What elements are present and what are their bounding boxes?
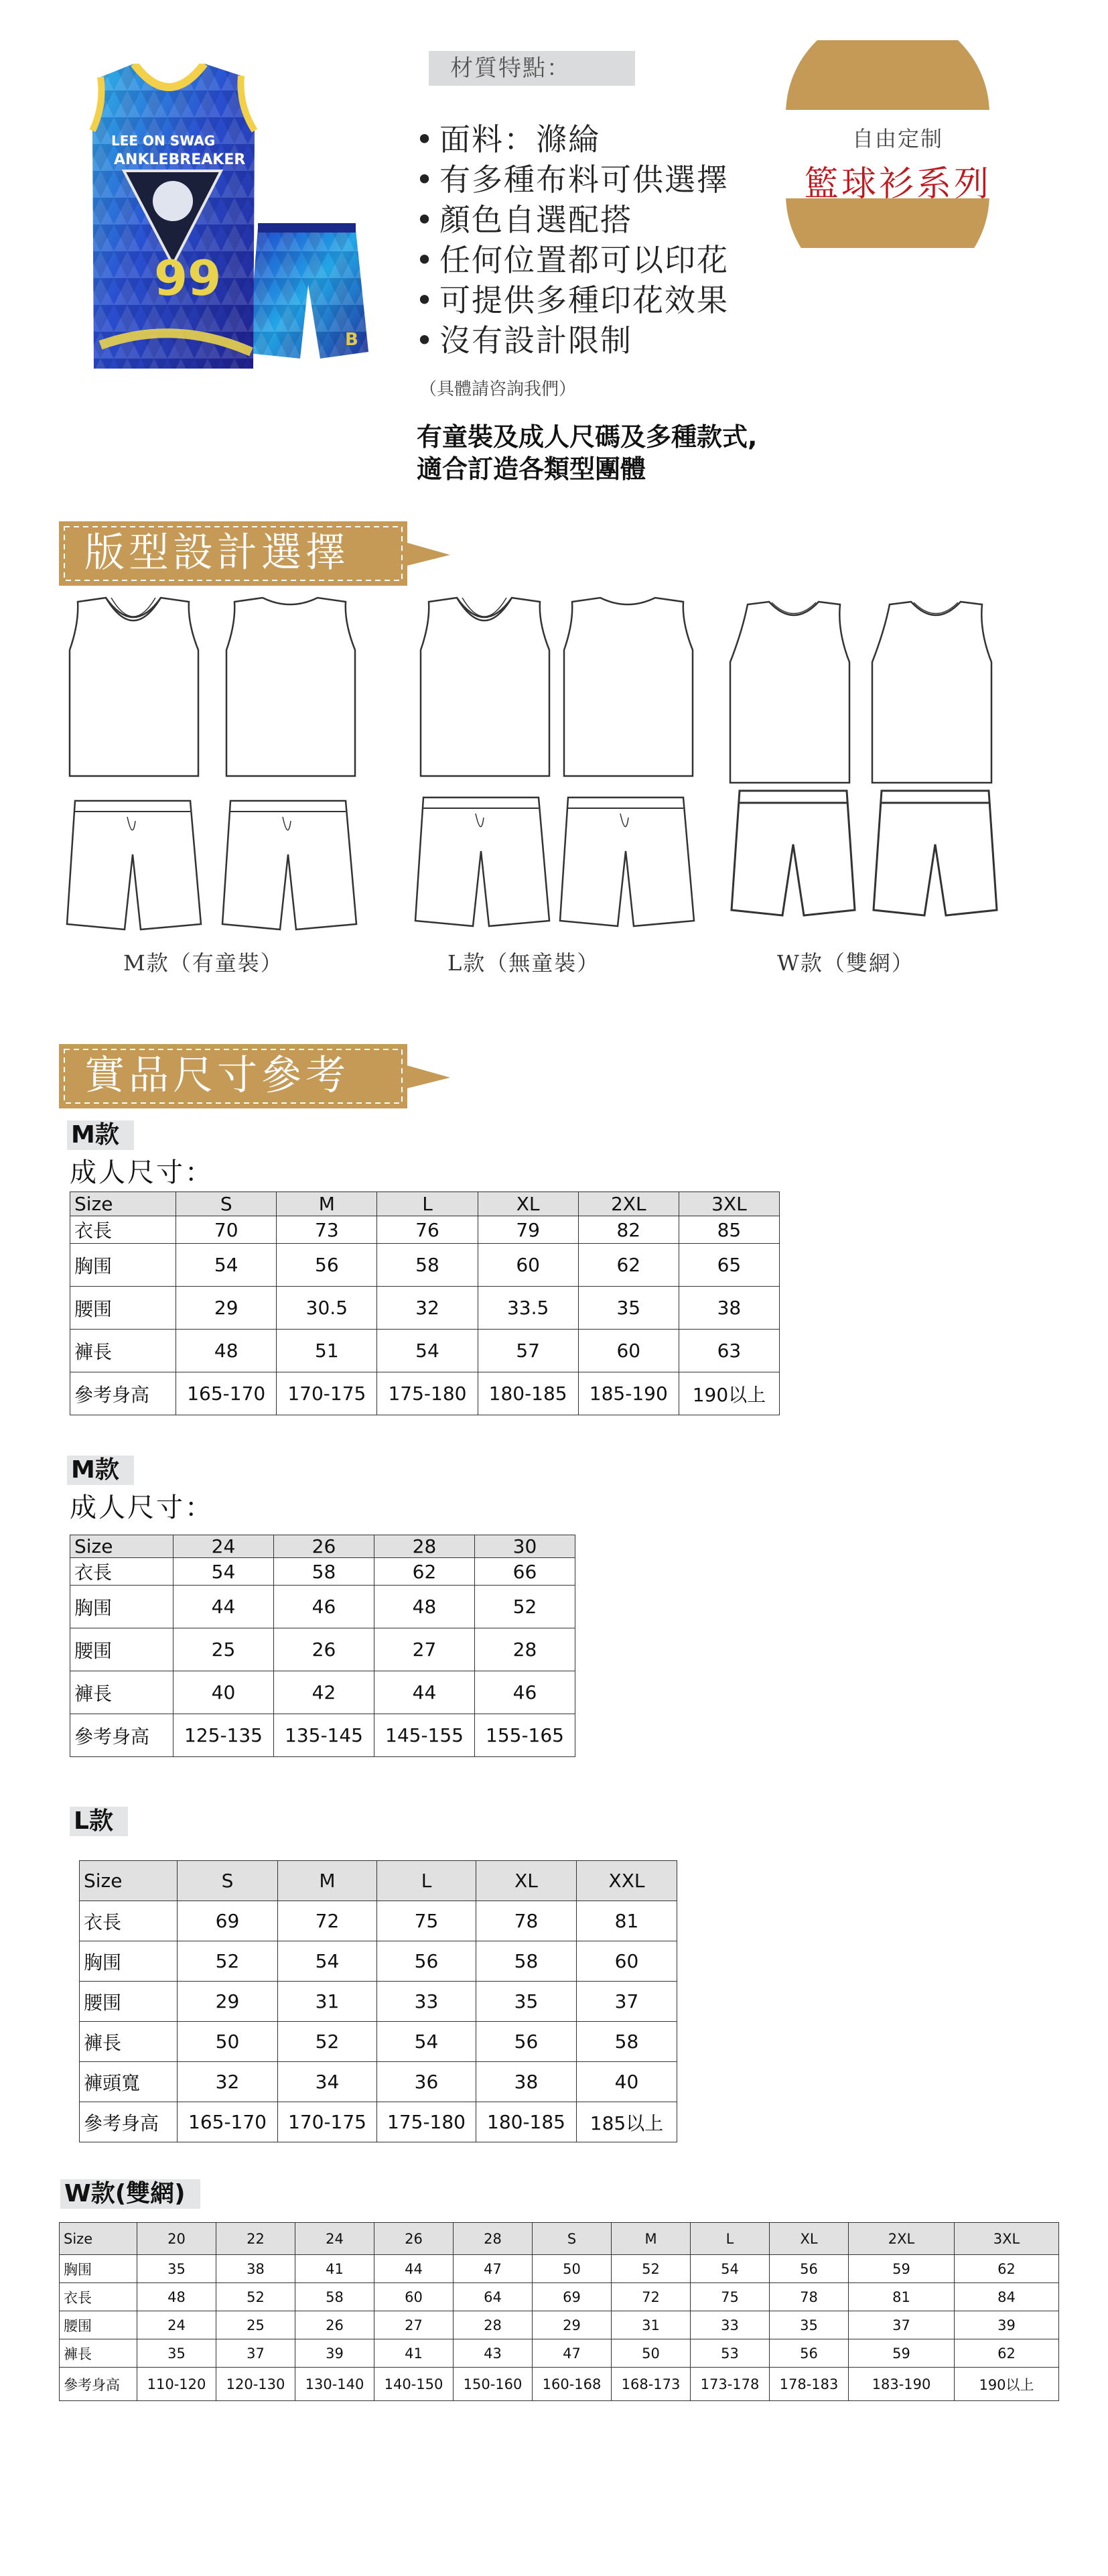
- table-cell: 40: [174, 1671, 274, 1714]
- table-cell: 72: [612, 2283, 691, 2311]
- feature-item: • 有多種布料可供選擇: [415, 162, 729, 198]
- table-header-cell: 28: [454, 2223, 533, 2255]
- table-cell: 37: [216, 2339, 295, 2368]
- table-cell: 78: [476, 1901, 577, 1941]
- features-label: 材質特點：: [429, 51, 635, 86]
- table-cell: 54: [278, 1941, 377, 1982]
- table-cell: 62: [955, 2339, 1059, 2368]
- table-cell: 35: [476, 1982, 577, 2022]
- table-cell: 39: [295, 2339, 374, 2368]
- table-header-cell: M: [277, 1192, 377, 1216]
- table-cell: 44: [174, 1586, 274, 1628]
- table-cell: 33.5: [478, 1287, 578, 1330]
- table-header-cell: 26: [374, 2223, 454, 2255]
- table-cell: 168-173: [612, 2368, 691, 2401]
- table-cell: 120-130: [216, 2368, 295, 2401]
- table-row: [60, 2368, 1059, 2401]
- table-cell: 47: [454, 2255, 533, 2283]
- table-row: [70, 1628, 575, 1671]
- jersey-number: 99: [154, 250, 222, 306]
- table-cell: 48: [176, 1330, 277, 1372]
- features-summary: [417, 421, 757, 485]
- table-cell: 56: [377, 1941, 476, 1982]
- row-label-cell: 褲長: [80, 2022, 178, 2062]
- table-cell: 59: [849, 2255, 955, 2283]
- table-header-row: [60, 2223, 1059, 2255]
- table-row: [70, 1558, 575, 1586]
- table-cell: 41: [374, 2339, 454, 2368]
- table-row: [70, 1287, 780, 1330]
- table-cell: 60: [478, 1244, 578, 1287]
- table-row: [70, 1244, 780, 1287]
- table-cell: 175-180: [377, 2102, 476, 2142]
- table-cell: 173-178: [691, 2368, 770, 2401]
- table-cell: 29: [176, 1287, 277, 1330]
- table-cell: 75: [691, 2283, 770, 2311]
- row-label-cell: 腰围: [80, 1982, 178, 2022]
- table-cell: 175-180: [377, 1372, 478, 1415]
- table-header-cell: 26: [274, 1535, 374, 1558]
- table-cell: 58: [295, 2283, 374, 2311]
- table-cell: 150-160: [454, 2368, 533, 2401]
- table-row: [60, 2283, 1059, 2311]
- row-label-cell: 參考身高: [60, 2368, 137, 2401]
- table-cell: 31: [278, 1982, 377, 2022]
- table-cell: 38: [679, 1287, 779, 1330]
- w-label: W款(雙網): [60, 2179, 200, 2209]
- table-cell: 64: [454, 2283, 533, 2311]
- table-cell: 46: [475, 1671, 575, 1714]
- table-cell: 33: [377, 1982, 476, 2022]
- table-cell: 160-168: [533, 2368, 612, 2401]
- table-cell: 85: [679, 1216, 779, 1244]
- row-label-cell: 腰围: [70, 1628, 174, 1671]
- table-cell: 66: [475, 1558, 575, 1586]
- table-row: [60, 2311, 1059, 2339]
- table-header-cell: M: [612, 2223, 691, 2255]
- row-label-cell: 參考身高: [70, 1714, 174, 1757]
- table-cell: 60: [577, 1941, 677, 1982]
- table-cell: 26: [295, 2311, 374, 2339]
- table-cell: 81: [577, 1901, 677, 1941]
- table-header-cell: 30: [475, 1535, 575, 1558]
- table-header-cell: 2XL: [578, 1192, 679, 1216]
- style-m-art: [67, 598, 356, 929]
- design-section-banner: [59, 516, 461, 590]
- row-label-cell: 褲長: [60, 2339, 137, 2368]
- table-cell: 170-175: [278, 2102, 377, 2142]
- table-cell: 52: [475, 1586, 575, 1628]
- row-label-cell: 腰围: [60, 2311, 137, 2339]
- table-cell: 69: [178, 1901, 278, 1941]
- style-w-caption: W款（雙網）: [777, 950, 914, 976]
- table-row: [70, 1714, 575, 1757]
- table-row: [70, 1671, 575, 1714]
- table-cell: 32: [377, 1287, 478, 1330]
- table-header-cell: S: [533, 2223, 612, 2255]
- row-label-cell: 參考身高: [70, 1372, 176, 1415]
- table-cell: 52: [278, 2022, 377, 2062]
- feature-item: • 顏色自選配搭: [415, 202, 632, 238]
- jersey-image: [92, 64, 255, 369]
- table-cell: 165-170: [178, 2102, 278, 2142]
- table-cell: 31: [612, 2311, 691, 2339]
- table-cell: 58: [377, 1244, 478, 1287]
- table-cell: 50: [612, 2339, 691, 2368]
- table-cell: 56: [277, 1244, 377, 1287]
- table-cell: 190以上: [955, 2368, 1059, 2401]
- table-cell: 32: [178, 2062, 278, 2102]
- jersey-text-mid: ANKLEBREAKER: [114, 151, 246, 168]
- m-adult-label: M款: [67, 1120, 134, 1150]
- style-illustrations: [60, 590, 998, 938]
- table-header-cell: XXL: [577, 1861, 677, 1901]
- table-cell: 65: [679, 1244, 779, 1287]
- table-cell: 62: [578, 1244, 679, 1287]
- table-cell: 185-190: [578, 1372, 679, 1415]
- badge-title: 籃球衫系列: [803, 164, 991, 204]
- table-cell: 37: [577, 1982, 677, 2022]
- table-cell: 56: [476, 2022, 577, 2062]
- table-cell: 58: [476, 1941, 577, 1982]
- row-label-cell: 褲長: [70, 1671, 174, 1714]
- table-cell: 190以上: [679, 1372, 779, 1415]
- table-header-cell: Size: [70, 1192, 176, 1216]
- table-cell: 46: [274, 1586, 374, 1628]
- table-cell: 29: [178, 1982, 278, 2022]
- feature-item: • 任何位置都可以印花: [415, 242, 729, 278]
- table-row: [60, 2255, 1059, 2283]
- table-cell: 69: [533, 2283, 612, 2311]
- table-cell: 72: [278, 1901, 377, 1941]
- table-cell: 82: [578, 1216, 679, 1244]
- table-cell: 47: [533, 2339, 612, 2368]
- table-cell: 40: [577, 2062, 677, 2102]
- table-cell: 25: [216, 2311, 295, 2339]
- table-cell: 62: [374, 1558, 475, 1586]
- row-label-cell: 褲頭寬: [80, 2062, 178, 2102]
- table-cell: 140-150: [374, 2368, 454, 2401]
- table-cell: 60: [578, 1330, 679, 1372]
- row-label-cell: 衣長: [70, 1216, 176, 1244]
- table-header-cell: 20: [137, 2223, 216, 2255]
- table-cell: 84: [955, 2283, 1059, 2311]
- table-cell: 36: [377, 2062, 476, 2102]
- row-label-cell: 胸围: [80, 1941, 178, 1982]
- table-cell: 38: [476, 2062, 577, 2102]
- feature-item: • 可提供多種印花效果: [415, 282, 729, 318]
- table-cell: 50: [533, 2255, 612, 2283]
- table-cell: 27: [374, 2311, 454, 2339]
- product-image-jersey-set: [87, 64, 375, 379]
- table-cell: 180-185: [476, 2102, 577, 2142]
- shorts-image: [248, 223, 368, 359]
- table-cell: 178-183: [770, 2368, 849, 2401]
- table-cell: 52: [216, 2283, 295, 2311]
- table-cell: 53: [691, 2339, 770, 2368]
- table-cell: 170-175: [277, 1372, 377, 1415]
- size-table-l: [79, 1860, 677, 2142]
- table-cell: 44: [374, 1671, 475, 1714]
- table-cell: 183-190: [849, 2368, 955, 2401]
- features-note: （具體請咨詢我們）: [419, 379, 577, 399]
- table-row: [80, 1982, 677, 2022]
- row-label-cell: 參考身高: [80, 2102, 178, 2142]
- size-table-m-adult: [70, 1192, 780, 1415]
- table-header-cell: L: [377, 1192, 478, 1216]
- table-cell: 57: [478, 1330, 578, 1372]
- m-kids-subtitle: 成人尺寸：: [70, 1492, 214, 1523]
- table-cell: 29: [533, 2311, 612, 2339]
- table-cell: 42: [274, 1671, 374, 1714]
- table-cell: 35: [578, 1287, 679, 1330]
- row-label-cell: 衣長: [60, 2283, 137, 2311]
- table-header-cell: 2XL: [849, 2223, 955, 2255]
- table-row: [60, 2339, 1059, 2368]
- table-cell: 41: [295, 2255, 374, 2283]
- table-cell: 58: [577, 2022, 677, 2062]
- table-header-cell: 28: [374, 1535, 475, 1558]
- summary-line-1: 有童裝及成人尺碼及多種款式,: [417, 422, 758, 452]
- table-cell: 43: [454, 2339, 533, 2368]
- jersey-text-top: LEE ON SWAG: [111, 133, 216, 149]
- row-label-cell: 胸围: [70, 1586, 174, 1628]
- table-cell: 56: [770, 2255, 849, 2283]
- table-cell: 110-120: [137, 2368, 216, 2401]
- table-cell: 145-155: [374, 1714, 475, 1757]
- table-cell: 35: [770, 2311, 849, 2339]
- table-cell: 60: [374, 2283, 454, 2311]
- table-header-cell: M: [278, 1861, 377, 1901]
- table-cell: 81: [849, 2283, 955, 2311]
- table-cell: 56: [770, 2339, 849, 2368]
- table-cell: 39: [955, 2311, 1059, 2339]
- table-cell: 37: [849, 2311, 955, 2339]
- table-cell: 54: [377, 1330, 478, 1372]
- table-header-cell: XL: [770, 2223, 849, 2255]
- table-cell: 165-170: [176, 1372, 277, 1415]
- table-cell: 58: [274, 1558, 374, 1586]
- table-header-row: [70, 1192, 780, 1216]
- table-cell: 73: [277, 1216, 377, 1244]
- table-header-cell: 3XL: [955, 2223, 1059, 2255]
- table-cell: 30.5: [277, 1287, 377, 1330]
- feature-item: • 面料：滌綸: [415, 121, 600, 157]
- table-cell: 54: [377, 2022, 476, 2062]
- table-cell: 70: [176, 1216, 277, 1244]
- table-cell: 75: [377, 1901, 476, 1941]
- table-cell: 180-185: [478, 1372, 578, 1415]
- table-cell: 79: [478, 1216, 578, 1244]
- style-w-art: [730, 602, 997, 915]
- table-cell: 52: [178, 1941, 278, 1982]
- table-header-cell: XL: [476, 1861, 577, 1901]
- shorts-mark: B: [345, 330, 358, 350]
- table-header-cell: 3XL: [679, 1192, 779, 1216]
- table-cell: 125-135: [174, 1714, 274, 1757]
- table-cell: 34: [278, 2062, 377, 2102]
- size-table-w: [59, 2222, 1059, 2401]
- table-cell: 76: [377, 1216, 478, 1244]
- table-cell: 78: [770, 2283, 849, 2311]
- table-header-row: [70, 1535, 575, 1558]
- table-cell: 135-145: [274, 1714, 374, 1757]
- table-cell: 25: [174, 1628, 274, 1671]
- row-label-cell: 胸围: [70, 1244, 176, 1287]
- table-cell: 27: [374, 1628, 475, 1671]
- table-row: [70, 1372, 780, 1415]
- table-header-cell: 22: [216, 2223, 295, 2255]
- m-adult-subtitle: 成人尺寸：: [70, 1157, 214, 1188]
- table-header-cell: Size: [70, 1535, 174, 1558]
- table-cell: 35: [137, 2339, 216, 2368]
- table-header-cell: S: [176, 1192, 277, 1216]
- table-cell: 38: [216, 2255, 295, 2283]
- table-row: [80, 2022, 677, 2062]
- table-row: [80, 2062, 677, 2102]
- table-cell: 48: [137, 2283, 216, 2311]
- table-cell: 62: [955, 2255, 1059, 2283]
- table-cell: 52: [612, 2255, 691, 2283]
- table-header-cell: S: [178, 1861, 278, 1901]
- design-section-title: 版型設計選擇: [84, 529, 350, 576]
- features-list: [415, 119, 729, 361]
- style-m-caption: M款（有童裝）: [123, 950, 283, 976]
- style-l-caption: L款（無童裝）: [447, 950, 600, 976]
- table-header-cell: XL: [478, 1192, 578, 1216]
- row-label-cell: 腰围: [70, 1287, 176, 1330]
- table-cell: 54: [174, 1558, 274, 1586]
- summary-line-2: 適合訂造各類型團體: [417, 454, 646, 484]
- table-header-row: [80, 1861, 677, 1901]
- table-cell: 54: [176, 1244, 277, 1287]
- badge-subtitle: 自由定制: [851, 126, 943, 151]
- table-cell: 33: [691, 2311, 770, 2339]
- size-section-banner: [59, 1039, 461, 1112]
- table-cell: 185以上: [577, 2102, 677, 2142]
- feature-item: • 沒有設計限制: [415, 322, 632, 359]
- row-label-cell: 胸围: [60, 2255, 137, 2283]
- table-cell: 26: [274, 1628, 374, 1671]
- style-l-art: [415, 598, 694, 926]
- table-cell: 54: [691, 2255, 770, 2283]
- table-cell: 63: [679, 1330, 779, 1372]
- size-section-title: 實品尺寸參考: [84, 1052, 350, 1099]
- table-cell: 28: [454, 2311, 533, 2339]
- table-cell: 50: [178, 2022, 278, 2062]
- row-label-cell: 褲長: [70, 1330, 176, 1372]
- table-row: [80, 2102, 677, 2142]
- table-header-cell: L: [377, 1861, 476, 1901]
- row-label-cell: 衣長: [70, 1558, 174, 1586]
- table-cell: 130-140: [295, 2368, 374, 2401]
- table-cell: 155-165: [475, 1714, 575, 1757]
- row-label-cell: 衣長: [80, 1901, 178, 1941]
- table-cell: 24: [137, 2311, 216, 2339]
- table-row: [70, 1330, 780, 1372]
- size-table-m-kids: [70, 1535, 575, 1757]
- table-header-cell: 24: [295, 2223, 374, 2255]
- table-header-cell: Size: [60, 2223, 137, 2255]
- table-cell: 51: [277, 1330, 377, 1372]
- table-cell: 35: [137, 2255, 216, 2283]
- table-cell: 44: [374, 2255, 454, 2283]
- table-row: [70, 1586, 575, 1628]
- table-cell: 59: [849, 2339, 955, 2368]
- m-kids-label: M款: [67, 1456, 134, 1485]
- table-row: [80, 1941, 677, 1982]
- table-row: [80, 1901, 677, 1941]
- table-row: [70, 1216, 780, 1244]
- table-cell: 48: [374, 1586, 475, 1628]
- table-header-cell: 24: [174, 1535, 274, 1558]
- table-header-cell: Size: [80, 1861, 178, 1901]
- table-cell: 28: [475, 1628, 575, 1671]
- table-header-cell: L: [691, 2223, 770, 2255]
- l-label: L款: [70, 1807, 128, 1836]
